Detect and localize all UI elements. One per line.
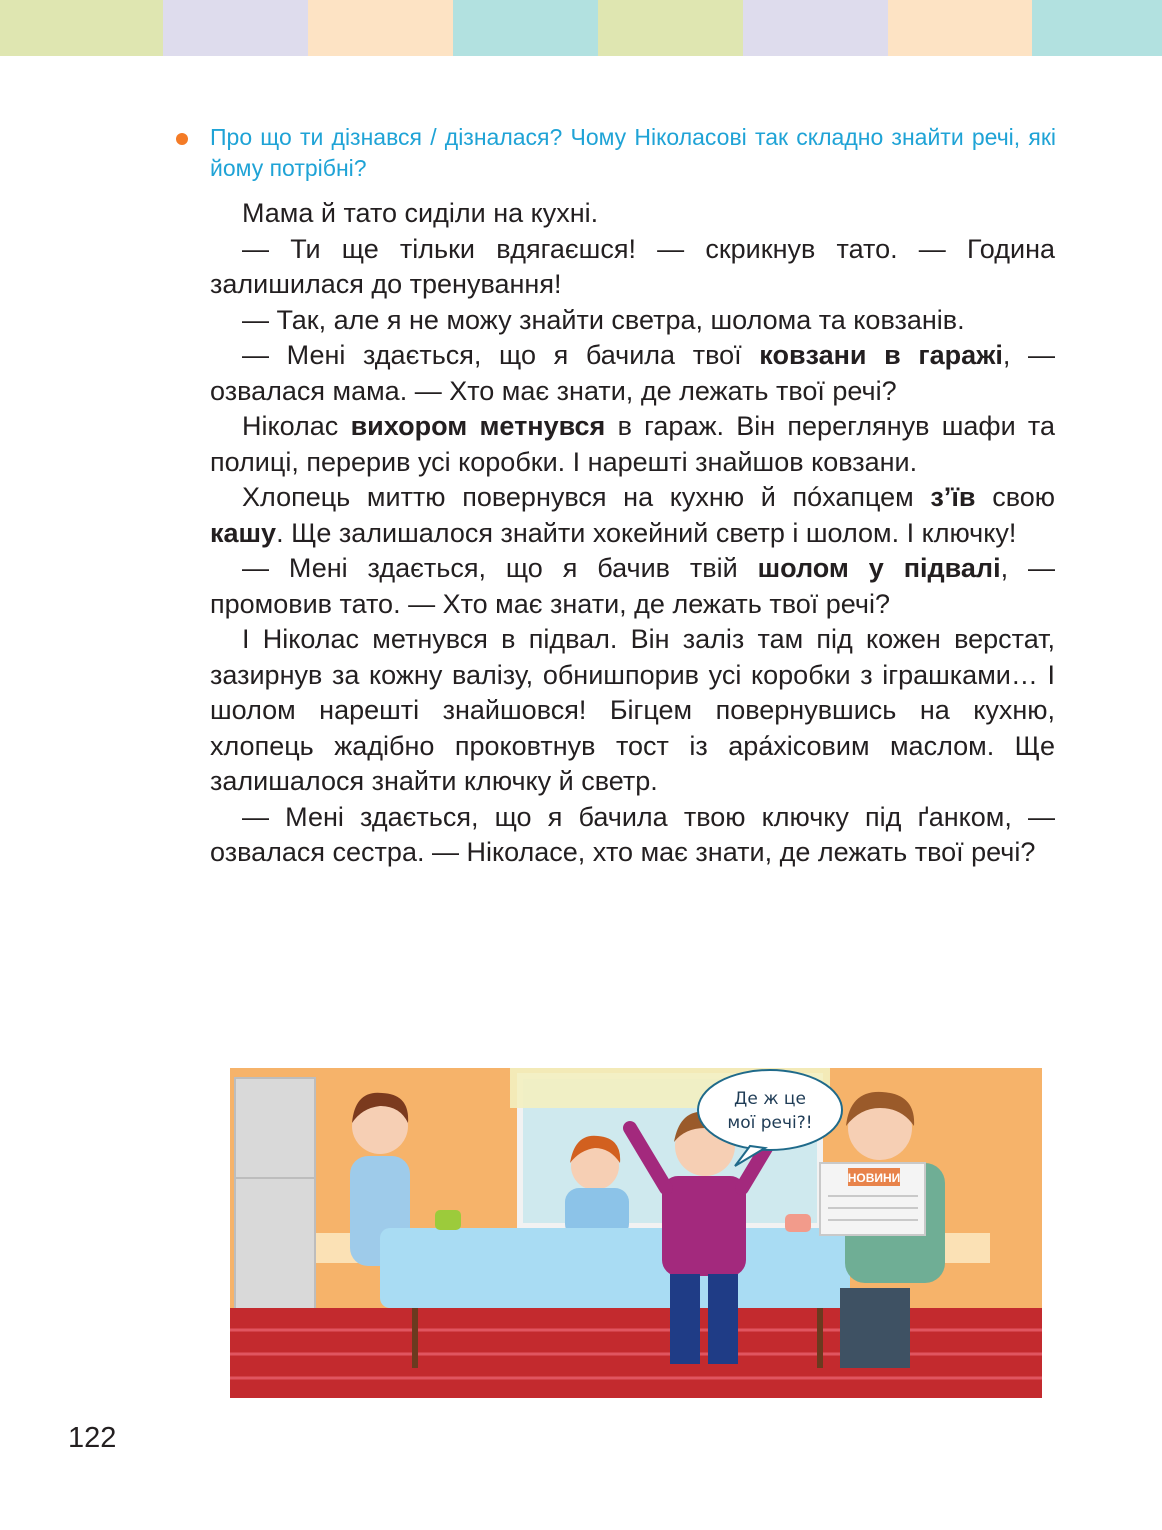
cup xyxy=(435,1210,461,1230)
orange-bullet-icon xyxy=(176,133,188,145)
text-run: — Мені здається, що я бачив твій xyxy=(242,553,758,583)
bold-phrase: з’їв xyxy=(930,482,976,512)
kitchen-scene-svg xyxy=(230,1068,1042,1400)
story-paragraph xyxy=(210,409,1055,480)
text-run: — Мені здається, що я бачила твої xyxy=(242,340,760,370)
text-run: , — озвалася мама. — Хто має знати, де лежать твої речі? xyxy=(210,340,1055,406)
cup xyxy=(785,1214,811,1232)
story-paragraph xyxy=(210,480,1055,551)
text-run: , — промовив тато. — Хто має знати, де лежать твої речі? xyxy=(210,553,1056,619)
text-run: . Ще залишалося знайти хокейний светр і шолом. І ключку! xyxy=(276,517,1017,548)
text-run: Хлопець миттю повернувся на кухню й пóхапцем xyxy=(242,482,931,512)
table-cloth xyxy=(380,1228,850,1308)
story-paragraph xyxy=(210,551,1055,622)
page-number: 122 xyxy=(68,1422,117,1454)
header-stripe xyxy=(0,0,163,56)
text-run: в гараж. Він переглянув шафи та полиці, перерив усі коробки. І нарешті знайшов ковзани. xyxy=(210,411,1056,477)
fridge xyxy=(235,1078,315,1318)
header-stripe xyxy=(888,0,1032,56)
boy-leg xyxy=(670,1274,700,1364)
newspaper-title: НОВИНИ xyxy=(847,1171,901,1185)
header-stripe xyxy=(163,0,308,56)
boy-sweater xyxy=(662,1176,746,1276)
bold-phrase: кашу xyxy=(210,517,277,548)
speech-line-1: Де ж це xyxy=(734,1089,806,1109)
story-paragraph: — Ти ще тільки вдягаєшся! — скрикнув тато. — Година залишилася до тренування! xyxy=(210,233,1055,299)
comprehension-question xyxy=(176,122,1056,184)
bold-phrase: вихором метнувся xyxy=(350,411,606,441)
story-paragraph: — Так, але я не можу знайти светра, шолома та ковзанів. xyxy=(242,304,965,335)
dad-legs xyxy=(840,1288,910,1368)
text-run: свою xyxy=(975,482,1055,512)
header-stripe xyxy=(453,0,598,56)
boy-leg xyxy=(708,1274,738,1364)
header-stripe xyxy=(1032,0,1162,56)
kitchen-illustration xyxy=(230,1068,1042,1400)
text-run: Ніколас xyxy=(242,411,351,441)
header-color-stripes xyxy=(0,0,1162,56)
bold-phrase: шолом у підвалі xyxy=(757,553,1001,583)
header-stripe xyxy=(598,0,743,56)
bold-phrase: ковзани в гаражі xyxy=(759,340,1003,370)
speech-bubble xyxy=(698,1070,842,1150)
story-paragraph xyxy=(210,338,1055,409)
question-text: Про що ти дізнався / дізналася? Чому Ніколасові так складно знайти речі, які йому потрібні? xyxy=(210,124,1056,181)
story-paragraph: — Мені здається, що я бачила твою ключку під ґанком, — озвалася сестра. — Ніколасе, хто має знати, де лежать твої речі? xyxy=(210,801,1055,867)
story-paragraph: І Ніколас метнувся в підвал. Він заліз там під кожен верстат, зазирнув за кожну валізу, обнишпорив усі коробки з іграшками… І шолом нарешті знайшовся! Бігцем повернувшись на кухню, хлопець жадібно проковтнув тост із ара́хісовим маслом. Ще залишалося знайти ключку й светр. xyxy=(210,624,1055,796)
story-text xyxy=(210,196,1055,871)
story-paragraph: Мама й тато сиділи на кухні. xyxy=(242,198,599,228)
header-stripe xyxy=(743,0,888,56)
speech-line-2: мої речі?! xyxy=(727,1113,813,1133)
header-stripe xyxy=(308,0,453,56)
